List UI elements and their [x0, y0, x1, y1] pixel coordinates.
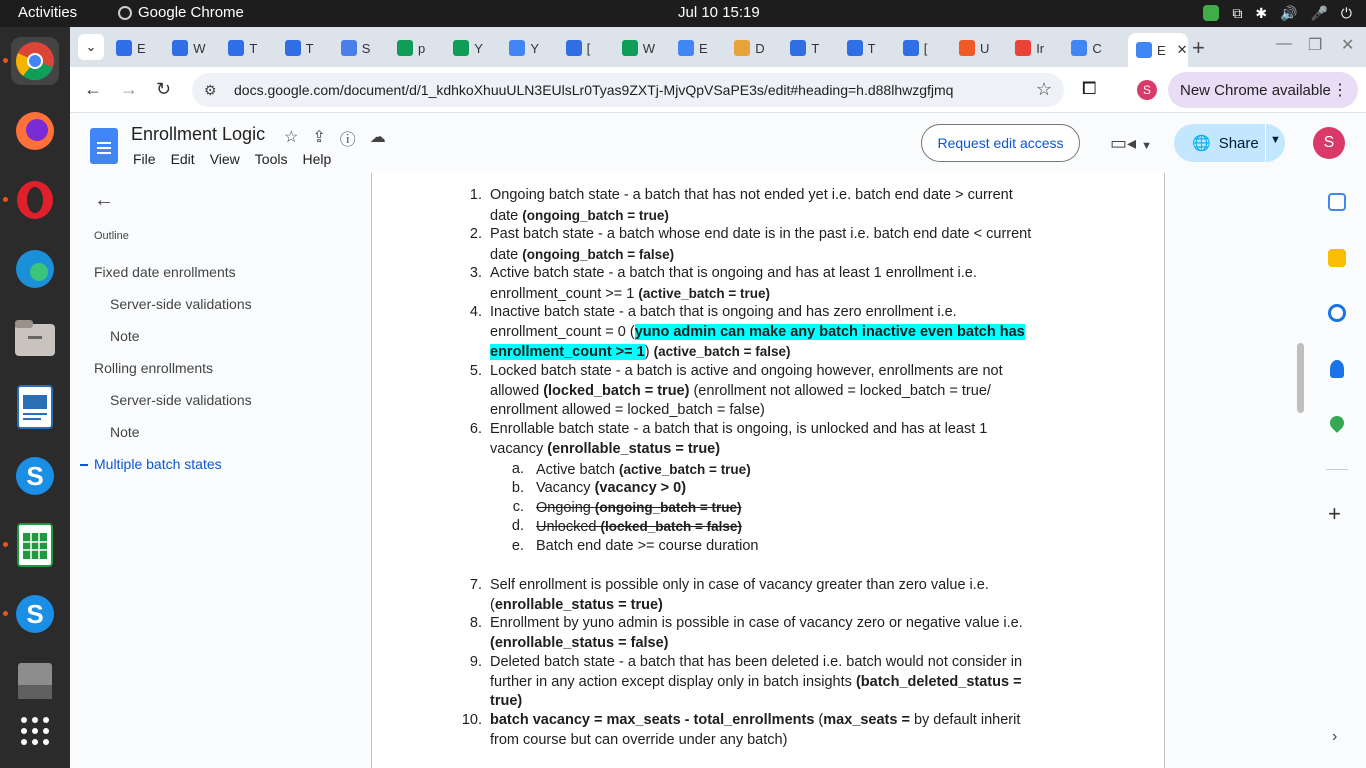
dock-skype-2[interactable]: [11, 590, 59, 638]
writer-icon: [17, 385, 53, 429]
tab-16[interactable]: [1015, 33, 1057, 63]
outline-panel: [70, 173, 370, 768]
account-avatar[interactable]: S: [1313, 127, 1345, 159]
document-page[interactable]: [371, 173, 1165, 768]
tab-favicon-icon: [959, 40, 975, 56]
request-edit-access-button[interactable]: Request edit access: [921, 124, 1080, 162]
list-item: 10. batch vacancy = max_seats - total_enrollments (max_seats = by default inherit from course but can override under any batch): [461, 712, 1021, 748]
clock[interactable]: Jul 10 15:19: [678, 4, 760, 21]
keep-icon[interactable]: [1328, 249, 1346, 267]
tab-label: D: [755, 40, 765, 56]
docs-header: [70, 113, 1366, 173]
sub-list-item: d. Unlocked (locked_batch = false): [511, 518, 742, 535]
tab-favicon-icon: [397, 40, 413, 56]
tab-search-button[interactable]: [78, 34, 104, 60]
highlighted-text: yuno admin can make any batch inactive even batch has: [634, 323, 1025, 340]
tab-active[interactable]: [1128, 33, 1188, 67]
outline-item-multiple-batch-states[interactable]: Multiple batch states: [94, 456, 222, 472]
update-label: New Chrome available: [1180, 81, 1331, 99]
outline-item-server-validations-1[interactable]: Server-side validations: [110, 296, 252, 312]
app-menu[interactable]: [118, 4, 244, 21]
list-item: 3. Active batch state - a batch that is ongoing and has at least 1 enrollment i.e. enrollment_count >= 1 (active_batch = true): [469, 265, 977, 302]
tab-14[interactable]: [903, 33, 945, 63]
dock-files[interactable]: [11, 314, 59, 362]
sub-list-item: a. Active batch (active_batch = true): [511, 461, 751, 478]
outline-item-server-validations-2[interactable]: Server-side validations: [110, 392, 252, 408]
tab-favicon-icon: [622, 40, 638, 56]
tab-13[interactable]: [847, 33, 889, 63]
tab-label: Y: [474, 40, 483, 56]
tab-favicon-icon: [1015, 40, 1031, 56]
close-tab-icon[interactable]: ✕: [1176, 42, 1188, 57]
tab-15[interactable]: [959, 33, 1001, 63]
tab-12[interactable]: [790, 33, 832, 63]
microphone-icon: 🎤: [1310, 5, 1328, 21]
chrome-icon: [118, 6, 132, 20]
chevron-right-icon[interactable]: ›: [1332, 728, 1338, 745]
tab-favicon-icon: [790, 40, 806, 56]
tab-0[interactable]: [116, 33, 158, 63]
video-camera-icon: ▭◂: [1110, 133, 1137, 153]
tab-17[interactable]: [1071, 33, 1113, 63]
sub-list-item: e. Batch end date >= course duration: [511, 538, 759, 554]
menu-help[interactable]: Help: [302, 151, 332, 167]
tab-10[interactable]: [678, 33, 720, 63]
dock-edge[interactable]: [11, 245, 59, 293]
update-chrome-button[interactable]: [1168, 72, 1358, 108]
update-icon: [1203, 5, 1219, 21]
dock-skype[interactable]: [11, 452, 59, 500]
tab-favicon-icon: [678, 40, 694, 56]
dock-opera[interactable]: [11, 176, 59, 224]
share-label: Share: [1218, 134, 1259, 152]
menu-edit[interactable]: Edit: [170, 151, 195, 167]
tab-4[interactable]: [341, 33, 383, 63]
tab-label: T: [867, 40, 876, 56]
tab-favicon-icon: [509, 40, 525, 56]
dock-firefox[interactable]: [11, 107, 59, 155]
app-name: Google Chrome: [138, 4, 244, 21]
svg-text:S: S: [26, 599, 44, 629]
accessibility-icon: ✱: [1255, 5, 1268, 21]
tab-label: [: [923, 40, 928, 56]
chevron-down-icon: ▼: [1141, 140, 1152, 152]
tab-2[interactable]: [228, 33, 270, 63]
chrome-icon: [15, 41, 55, 81]
system-top-bar: [0, 0, 1366, 27]
tab-1[interactable]: [172, 33, 214, 63]
power-icon: ⏻: [1340, 5, 1352, 21]
tab-label: W: [193, 40, 206, 56]
share-menu-caret-icon[interactable]: ▼: [1270, 134, 1281, 146]
address-bar[interactable]: [192, 73, 1064, 107]
tab-label: E: [699, 40, 708, 56]
maps-icon[interactable]: [1327, 413, 1347, 433]
tab-favicon-icon: [1071, 40, 1087, 56]
tab-3[interactable]: [285, 33, 327, 63]
tab-favicon-icon: [172, 40, 188, 56]
contacts-icon[interactable]: [1330, 360, 1344, 378]
list-item: 5. Locked batch state - a batch is active and ongoing however, enrollments are not allowed (locked_batch = true) (enrollment not allowed = locked_batch = true/ enrollment allowed = locked_batch = false): [469, 363, 1003, 418]
forward-button[interactable]: →: [120, 79, 138, 99]
globe-icon: 🌐: [1192, 135, 1211, 152]
outline-item-fixed-date[interactable]: Fixed date enrollments: [94, 264, 236, 280]
bookmark-star-icon[interactable]: ☆: [1035, 79, 1052, 99]
docs-logo-icon[interactable]: [90, 128, 118, 164]
reload-button[interactable]: ↻: [156, 79, 172, 99]
menu-file[interactable]: File: [133, 151, 156, 167]
tab-label: C: [1092, 40, 1102, 56]
system-tray[interactable]: [1203, 5, 1352, 22]
dock-calc[interactable]: [11, 521, 59, 569]
sub-list-item: c. Ongoing (ongoing_batch = true): [512, 499, 742, 516]
close-window-button[interactable]: ✕: [1341, 37, 1355, 54]
tab-8[interactable]: [566, 33, 608, 63]
cloud-status-icon[interactable]: ☁: [369, 129, 386, 146]
tab-favicon-icon: [285, 40, 301, 56]
tab-label: p: [418, 40, 426, 56]
close-outline-arrow-icon[interactable]: ←: [94, 189, 114, 211]
calendar-icon[interactable]: [1328, 193, 1346, 211]
tab-label: [: [586, 40, 591, 56]
activities-button[interactable]: Activities: [18, 4, 78, 21]
tab-favicon-icon: [116, 40, 132, 56]
outline-item-note-2[interactable]: Note: [110, 424, 140, 440]
skype-icon: [14, 455, 56, 497]
outline-item-note-1[interactable]: Note: [110, 328, 140, 344]
details-icon[interactable]: ⓘ: [339, 132, 356, 149]
tab-5[interactable]: [397, 33, 439, 63]
tab-9[interactable]: [622, 33, 664, 63]
meet-button[interactable]: [1110, 133, 1152, 154]
tab-label: W: [642, 40, 656, 56]
outline-item-rolling[interactable]: Rolling enrollments: [94, 360, 214, 376]
tab-favicon-icon: [566, 40, 582, 56]
outline-label: Outline: [94, 230, 129, 242]
list-item: 4. Inactive batch state - a batch that is ongoing and has zero enrollment i.e. enrollment_count = 0 (yuno admin can make any batch inactive even batch has enrollment_count >= 1) (active_batch = false): [469, 304, 1025, 360]
tab-favicon-icon: [734, 40, 750, 56]
dock-writer[interactable]: [11, 383, 59, 431]
get-addons-button[interactable]: +: [1328, 501, 1341, 526]
list-item: 8. Enrollment by yuno admin is possible in case of vacancy zero or negative value i.e. (enrollable_status = false): [469, 615, 1023, 651]
list-item: 6. Enrollable batch state - a batch that is ongoing, is unlocked and has at least 1 vacancy (enrollable_status = true): [469, 421, 988, 457]
tab-label: E: [137, 40, 146, 56]
tab-label: T: [249, 40, 258, 56]
star-icon[interactable]: ☆: [284, 129, 299, 146]
drive-icon: [16, 661, 54, 701]
apps-grid-icon: [19, 715, 51, 747]
tab-11[interactable]: [734, 33, 776, 63]
edge-icon: [14, 248, 56, 290]
chevron-down-icon: ⌄: [85, 39, 97, 54]
tab-favicon-icon: [847, 40, 863, 56]
files-icon: [13, 318, 57, 358]
list-item: 1. Ongoing batch state - a batch that has not ended yet i.e. batch end date > current date (ongoing_batch = true): [469, 187, 1013, 224]
tab-favicon-icon: [341, 40, 357, 56]
tab-strip: [70, 27, 1366, 67]
menu-view[interactable]: View: [209, 151, 240, 167]
tab-label: E: [1157, 42, 1166, 58]
docs-favicon-icon: [1136, 42, 1152, 58]
network-icon: ⧉: [1232, 5, 1243, 21]
tab-label: S: [361, 40, 371, 56]
menu-bar: [133, 151, 331, 167]
dock-chrome[interactable]: [11, 37, 59, 85]
vertical-scrollbar[interactable]: [1297, 343, 1304, 413]
extensions-icon[interactable]: ⧠: [1082, 78, 1097, 98]
calc-icon: [17, 523, 53, 567]
tab-7[interactable]: [509, 33, 551, 63]
minimize-button[interactable]: —: [1276, 35, 1292, 52]
tab-label: T: [811, 40, 820, 56]
tab-label: U: [980, 40, 990, 56]
volume-icon: 🔊: [1280, 5, 1298, 21]
tab-label: T: [305, 40, 314, 56]
maximize-button[interactable]: ❐: [1308, 37, 1323, 54]
highlighted-text: enrollment_count >= 1: [490, 344, 645, 360]
new-tab-button[interactable]: +: [1192, 35, 1205, 60]
opera-icon: [14, 179, 56, 221]
list-item: 9. Deleted batch state - a batch that has been deleted i.e. batch would not consider in further in any action except display only in batch insights (batch_deleted_status = true): [469, 654, 1023, 709]
url-text: docs.google.com/document/d/1_kdhkoXhuuULN3EUlsLr0Tyas9ZXTj-MjvQpVSaPE3s/edit#heading=h.d88lhwzgfjmq: [234, 82, 954, 98]
skype-icon: [14, 593, 56, 635]
back-button[interactable]: ←: [84, 79, 102, 99]
tab-favicon-icon: [453, 40, 469, 56]
move-icon[interactable]: ⇪: [312, 129, 326, 146]
share-button[interactable]: [1174, 124, 1285, 162]
profile-avatar[interactable]: S: [1137, 80, 1157, 100]
menu-kebab-icon[interactable]: ⋮: [1332, 82, 1348, 99]
tab-label: Y: [530, 40, 540, 56]
tab-6[interactable]: [453, 33, 495, 63]
document-title[interactable]: Enrollment Logic: [131, 124, 266, 144]
side-panel: [1306, 173, 1366, 768]
tab-favicon-icon: [228, 40, 244, 56]
list-item: 2. Past batch state - a batch whose end date is in the past i.e. batch end date < current date (ongoing_batch = false): [469, 226, 1032, 263]
menu-tools[interactable]: Tools: [254, 151, 288, 167]
dock-disk[interactable]: [11, 657, 59, 705]
firefox-icon: [14, 110, 56, 152]
tab-favicon-icon: [903, 40, 919, 56]
tasks-icon[interactable]: [1328, 304, 1346, 322]
title-actions: [284, 127, 386, 150]
list-item: 7. Self enrollment is possible only in case of vacancy greater than zero value i.e. (enrollable_status = true): [469, 577, 989, 613]
sub-list-item: b. Vacancy (vacancy > 0): [511, 480, 687, 496]
show-apps-button[interactable]: [11, 707, 59, 755]
site-info-icon[interactable]: ⚙: [204, 81, 217, 98]
browser-toolbar: [70, 67, 1366, 113]
dock: [0, 27, 70, 768]
svg-text:S: S: [26, 461, 44, 491]
tab-label: Ir: [1036, 40, 1045, 56]
